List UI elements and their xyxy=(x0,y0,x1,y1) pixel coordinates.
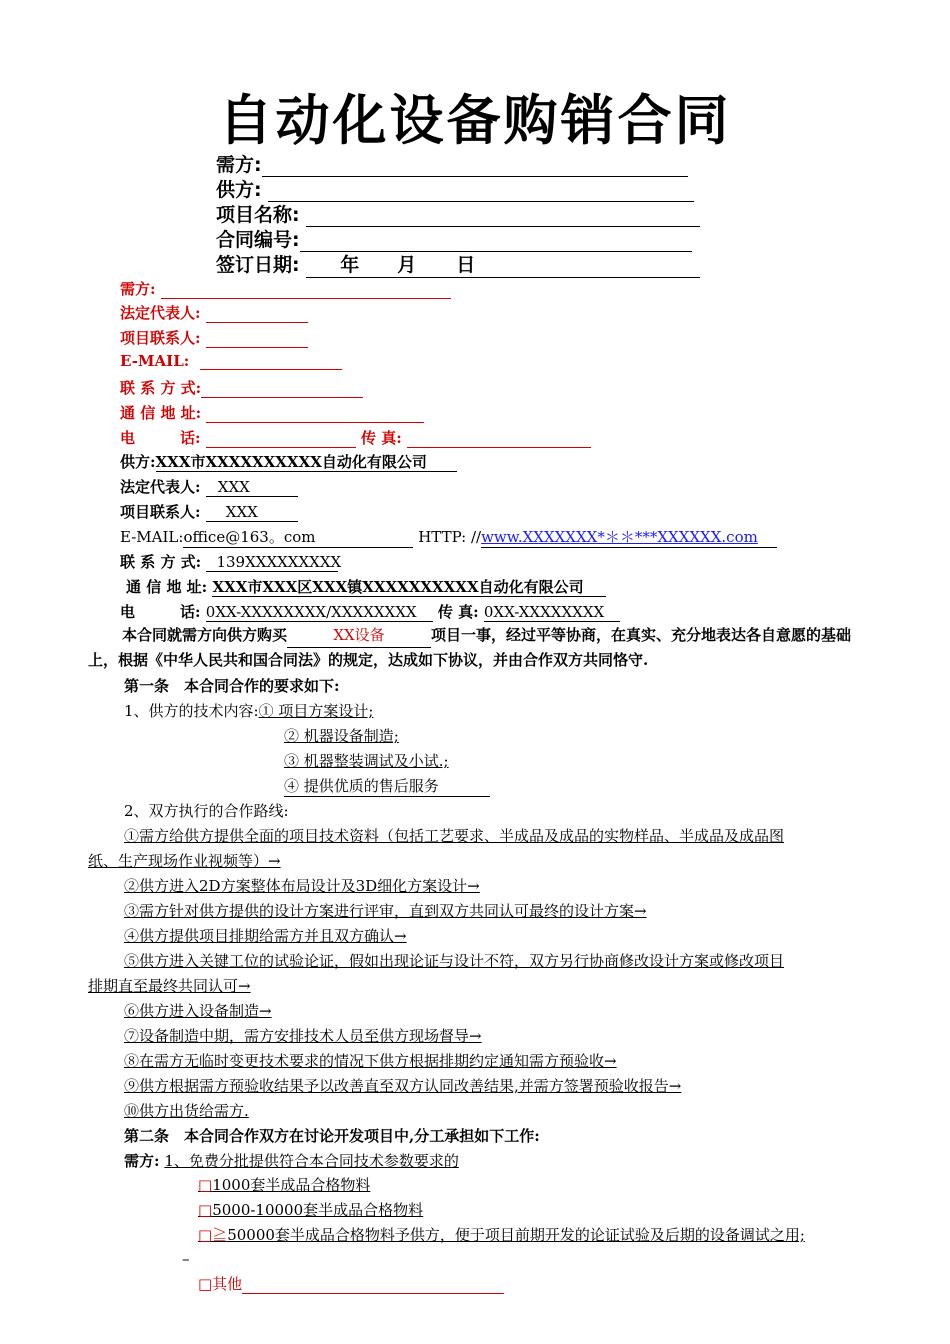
seller-contact-label: 项目联系人: xyxy=(120,503,201,521)
intro-equipment: XX设备 xyxy=(287,623,431,648)
buyer-name-field[interactable] xyxy=(161,283,451,299)
seller-tel-row xyxy=(120,601,620,622)
buyer-phone-field[interactable] xyxy=(201,382,363,398)
buyer-contact-label: 项目联系人: xyxy=(120,329,201,347)
header-seller-label: 供方: xyxy=(216,179,262,201)
header-contract-no-label: 合同编号: xyxy=(216,229,300,251)
route-step-3: ③需方针对供方提供的设计方案进行评审，直到双方共同认可最终的设计方案→ xyxy=(124,902,647,920)
seller-contact-row xyxy=(120,501,298,522)
article2-buyer-row xyxy=(124,1150,459,1171)
header-date-day: 日 xyxy=(456,254,476,276)
seller-email-value: office@163。com xyxy=(183,526,413,548)
header-date-row xyxy=(216,250,700,278)
buyer-fax-field[interactable] xyxy=(407,432,591,448)
seller-tel-value: 0XX-XXXXXXXX/XXXXXXXX xyxy=(206,603,433,622)
seller-contact-value: XXX xyxy=(206,503,298,522)
seller-name-row xyxy=(120,451,457,472)
seller-address-value: XXX市XXX区XXX镇XXXXXXXXXX自动化有限公司 xyxy=(212,578,605,597)
route-step-1b: 纸、生产现场作业视频等）→ xyxy=(88,852,281,870)
buyer-name-label: 需方: xyxy=(120,280,156,298)
seller-rep-value: XXX xyxy=(206,478,298,497)
header-date-field[interactable] xyxy=(306,250,700,278)
route-step-6: ⑥供方进入设备制造→ xyxy=(124,1002,272,1020)
seller-address-label: 通 信 地 址: xyxy=(126,578,208,596)
buyer-address-row xyxy=(120,402,424,423)
route-step-10: ⑩供方出货给需方. xyxy=(124,1102,249,1120)
header-project-row xyxy=(216,200,700,227)
article1-tech-row xyxy=(124,700,373,721)
intro-paragraph xyxy=(88,623,880,672)
article1-tech-item-4-row xyxy=(284,775,490,797)
article2-buyer-item: 1、免费分批提供符合本合同技术参数要求的 xyxy=(164,1152,459,1170)
seller-fax-label: 传 真: xyxy=(437,603,479,621)
buyer-rep-label: 法定代表人: xyxy=(120,304,201,322)
document-title: 自动化设备购销合同 xyxy=(218,89,732,152)
buyer-phone-label: 联 系 方 式: xyxy=(120,379,202,397)
buyer-phone-row xyxy=(120,377,363,398)
header-buyer-label: 需方: xyxy=(216,154,262,176)
route-step-4: ④供方提供项目排期给需方并且双方确认→ xyxy=(124,927,407,945)
route-step-9: ⑨供方根据需方预验收结果予以改善直至双方认同改善结果,并需方签署预验收报告→ xyxy=(124,1077,682,1095)
route-step-8: ⑧在需方无临时变更技术要求的情况下供方根据排期约定通知需方预验收→ xyxy=(124,1052,617,1070)
article2-buyer-label: 需方: xyxy=(124,1152,160,1170)
header-contract-no-row xyxy=(216,225,692,252)
buyer-email-field[interactable] xyxy=(200,354,342,370)
seller-phone-value: 139XXXXXXXXX xyxy=(206,553,338,572)
article1-tech-item-1: ① 项目方案设计; xyxy=(258,702,374,720)
header-date-label: 签订日期: xyxy=(216,254,300,276)
article1-tech-label: 1、供方的技术内容: xyxy=(124,702,259,720)
buyer-contact-row xyxy=(120,327,308,348)
intro-part2: 项目一事，经过平等协商，在真实、充分地表达各自意愿的基础上，根据《中华人民共和国合同法》的规定，达成如下协议，并由合作双方共同恪守. xyxy=(88,626,852,669)
seller-phone-row xyxy=(120,551,342,572)
seller-fax-value: 0XX-XXXXXXXX xyxy=(484,603,620,622)
buyer-contact-field[interactable] xyxy=(206,332,308,348)
article2-heading: 第二条 本合同合作双方在讨论开发项目中,分工承担如下工作: xyxy=(124,1127,540,1145)
buyer-tel-field[interactable] xyxy=(206,432,356,448)
buyer-email-label: E-MAIL: xyxy=(120,352,190,370)
header-project-label: 项目名称: xyxy=(216,204,300,226)
checkbox-option-50000[interactable]: □≧50000套半成品合格物料予供方，便于项目前期开发的论证试验及后期的设备调试之用; xyxy=(198,1226,805,1244)
other-field[interactable] xyxy=(242,1278,504,1294)
seller-name-label: 供方: xyxy=(120,453,156,471)
stray-dash: – xyxy=(182,1250,190,1268)
seller-email-row xyxy=(120,526,777,548)
article1-tech-item-2: ② 机器设备制造; xyxy=(284,727,399,745)
route-step-7: ⑦设备制造中期，需方安排技术人员至供方现场督导→ xyxy=(124,1027,482,1045)
seller-http-link[interactable]: www.XXXXXXX*＊＊***XXXXXX.com xyxy=(481,528,758,546)
buyer-email-row xyxy=(120,352,342,370)
seller-rep-label: 法定代表人: xyxy=(120,478,201,496)
buyer-tel-label: 电 话: xyxy=(120,429,201,447)
seller-email-label: E-MAIL: xyxy=(120,528,184,546)
header-buyer-row xyxy=(216,150,688,177)
seller-name-value: XXX市XXXXXXXXXX自动化有限公司 xyxy=(156,453,457,472)
buyer-tel-row xyxy=(120,427,591,448)
seller-tel-label: 电 话: xyxy=(120,603,201,621)
checkbox-option-1000[interactable]: □1000套半成品合格物料 xyxy=(198,1176,371,1194)
checkbox-option-5000-10000[interactable]: □5000-10000套半成品合格物料 xyxy=(198,1201,424,1219)
header-date-year: 年 xyxy=(340,254,360,276)
article1-route-label: 2、双方执行的合作路线: xyxy=(124,802,289,820)
seller-http-field[interactable] xyxy=(481,526,777,548)
header-seller-row xyxy=(216,175,694,202)
article1-heading: 第一条 本合同合作的要求如下: xyxy=(124,677,340,695)
buyer-fax-label: 传 真: xyxy=(361,429,402,447)
buyer-rep-field[interactable] xyxy=(206,307,308,323)
intro-part1: 本合同就需方向供方购买 xyxy=(122,626,288,644)
route-step-1a: ①需方给供方提供全面的项目技术资料（包括工艺要求、半成品及成品的实物样品、半成品及成品图 xyxy=(124,827,785,845)
buyer-name-row xyxy=(120,278,451,299)
seller-address-row xyxy=(126,576,606,597)
article1-tech-item-4: ④ 提供优质的售后服务 xyxy=(284,775,490,797)
seller-http-label: HTTP: // xyxy=(418,528,482,546)
seller-rep-row xyxy=(120,476,298,497)
checkbox-option-other[interactable]: □其他 xyxy=(198,1273,504,1294)
seller-phone-label: 联 系 方 式: xyxy=(120,553,202,571)
route-step-5a: ⑤供方进入关键工位的试验论证，假如出现论证与设计不符，双方另行协商修改设计方案或修改项目 xyxy=(124,952,785,970)
route-step-2: ②供方进入2D方案整体布局设计及3D细化方案设计→ xyxy=(124,877,480,895)
buyer-rep-row xyxy=(120,302,308,323)
article1-tech-item-3: ③ 机器整装调试及小试.; xyxy=(284,752,449,770)
buyer-address-label: 通 信 地 址: xyxy=(120,404,202,422)
route-step-5b: 排期直至最终共同认可→ xyxy=(88,977,251,995)
buyer-address-field[interactable] xyxy=(206,407,424,423)
header-date-month: 月 xyxy=(397,254,417,276)
